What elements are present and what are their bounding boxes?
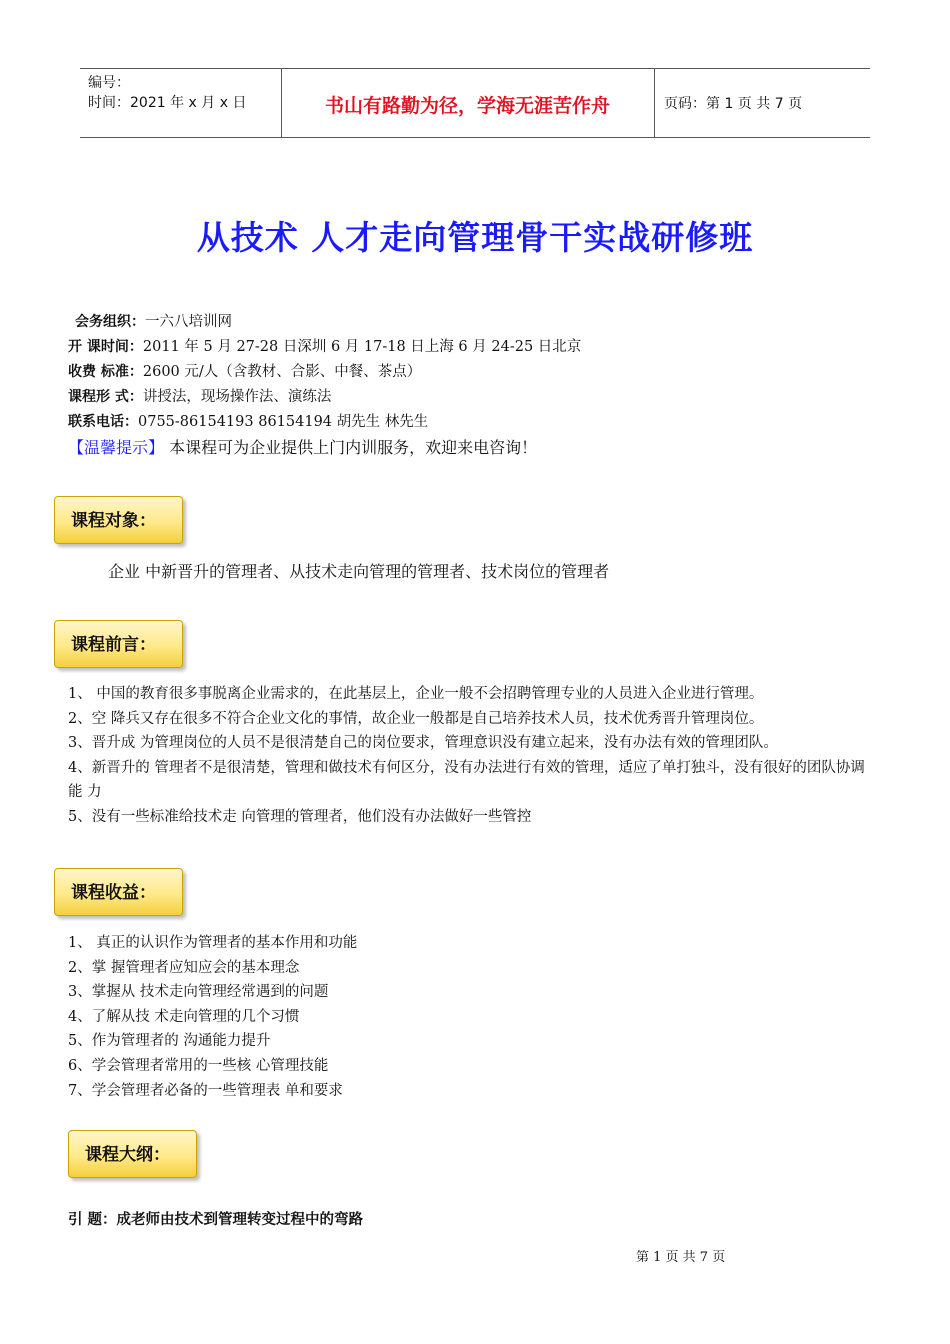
info-form-label: 课程形 式：	[68, 389, 143, 405]
list-item: 5、作为管理者的 沟通能力提升	[68, 1033, 271, 1050]
header-table	[80, 68, 870, 138]
header-divider	[654, 69, 655, 137]
info-phone-value: 0755-86154193 86154194 胡先生 林先生	[138, 414, 429, 430]
number-label: 编号：	[88, 75, 130, 91]
section-badge-benefit: 课程收益：	[54, 868, 183, 916]
list-item: 6、学会管理者常用的一些核 心管理技能	[68, 1057, 329, 1074]
list-item: 7、学会管理者必备的一些管理表 单和要求	[68, 1082, 343, 1099]
section-badge-target: 课程对象：	[54, 496, 183, 544]
outline-intro: 引 题：成老师由技术到管理转变过程中的弯路	[68, 1212, 364, 1228]
info-time-value: 2011 年 5 月 27-28 日深圳 6 月 17-18 日上海 6 月 24-25 日北京	[142, 339, 582, 355]
list-item: 4、了解从技 术走向管理的几个习惯	[68, 1008, 300, 1025]
list-item: 3、掌握从 技术走向管理经常遇到的问题	[68, 984, 329, 1001]
list-item: 1、 真正的认识作为管理者的基本作用和功能	[68, 935, 358, 951]
target-text: 企业 中新晋升的管理者、从技术走向管理的管理者、技术岗位的管理者	[108, 562, 610, 581]
course-info	[68, 310, 581, 460]
info-tip-value: 本课程可为企业提供上门内训服务，欢迎来电咨询！	[164, 438, 538, 457]
list-item: 3、晋升成 为管理岗位的人员不是很清楚自己的岗位要求，管理意识没有建立起来，没有办法有效的管理团队。	[68, 735, 778, 752]
info-fee-label: 收费 标准：	[68, 364, 143, 380]
page-title: 从技术 人才走向管理骨干实战研修班	[196, 218, 754, 257]
header-meta	[88, 73, 246, 113]
list-item: 2、掌 握管理者应知应会的基本理念	[68, 959, 300, 976]
info-org-value: 一六八培训网	[145, 314, 232, 330]
info-phone	[68, 410, 581, 435]
info-org-label: 会务组织：	[75, 314, 145, 330]
header-page-label: 页码：第 1 页 共 7 页	[664, 96, 803, 112]
info-time-label: 开 课时间：	[68, 339, 143, 355]
info-phone-label: 联系电话：	[68, 414, 138, 430]
page-footer: 第 1 页 共 7 页	[636, 1250, 726, 1265]
info-fee-value: 2600 元/人（含教材、合影、中餐、茶点）	[142, 364, 422, 380]
preface-list	[68, 682, 878, 830]
list-item: 4、新晋升的 管理者不是很清楚，管理和做技术有何区分，没有办法进行有效的管理，适应了单打独斗，没有很好的团队协调能 力	[68, 759, 865, 801]
info-fee	[68, 360, 581, 385]
list-item: 1、 中国的教育很多事脱离企业需求的，在此基层上，企业一般不会招聘管理专业的人员进入企业进行管理。	[68, 686, 764, 702]
info-form-value: 讲授法，现场操作法、演练法	[142, 389, 332, 405]
info-form	[68, 385, 581, 410]
info-tip	[68, 435, 581, 460]
list-item: 5、没有一些标准给技术走 向管理的管理者，他们没有办法做好一些管控	[68, 808, 532, 825]
time-label: 时间：2021 年 x 月 x 日	[88, 95, 247, 111]
info-tip-label: 【温馨提示】	[68, 438, 165, 457]
info-time	[68, 335, 581, 360]
section-badge-preface: 课程前言：	[54, 620, 183, 668]
info-org	[68, 310, 581, 335]
header-motto: 书山有路勤为径，学海无涯苦作舟	[324, 95, 610, 117]
section-badge-outline: 课程大纲：	[68, 1130, 197, 1178]
benefit-list	[68, 931, 878, 1103]
list-item: 2、空 降兵又存在很多不符合企业文化的事情，故企业一般都是自己培养技术人员，技术优秀晋升管理岗位。	[68, 710, 764, 727]
